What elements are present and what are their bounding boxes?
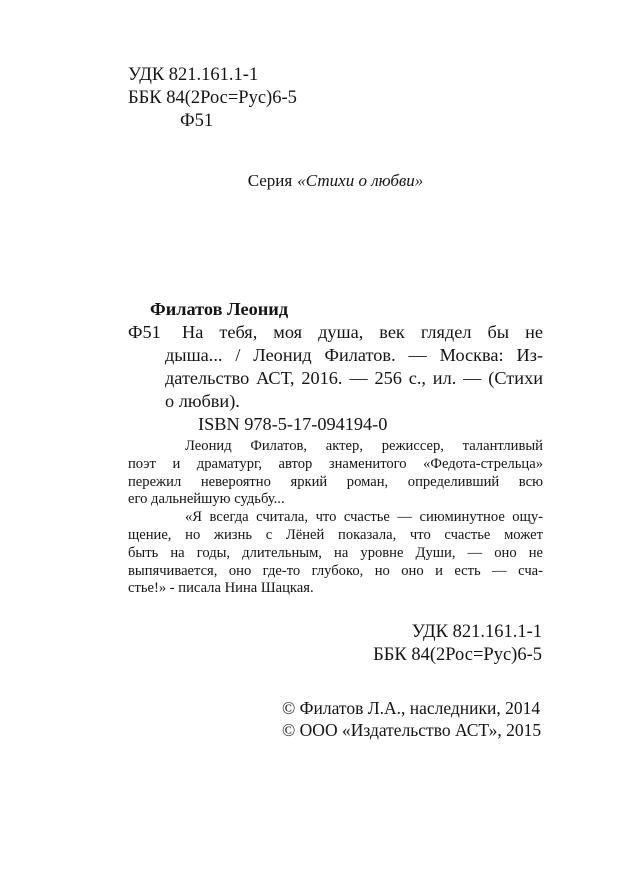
annotation-line: Леонид Филатов, актер, режиссер, талантливый: [185, 438, 543, 454]
annotation-line: «Я всегда считала, что счастье — сиюминутное ощу-: [185, 509, 543, 526]
annotation-line: пережил невероятно яркий роман, определивший всю: [128, 473, 543, 490]
annotation-text: [128, 438, 543, 598]
bbk-code-top: ББК 84(2Рос=Рус)6-5: [128, 88, 297, 108]
annotation-line: стье!» - писала Нина Шацкая.: [128, 580, 314, 597]
book-author: Филатов Леонид: [150, 299, 289, 319]
udk-code-bottom: УДК 821.161.1-1: [411, 622, 542, 642]
catalog-entry: [128, 321, 543, 413]
copyright-line: © Филатов Л.А., наследники, 2014: [282, 698, 541, 718]
annotation-line: щение, но жизнь с Лёней показала, что счастье может: [128, 526, 543, 543]
copyright-block: [282, 697, 541, 741]
isbn-number: ISBN 978-5-17-094194-0: [198, 414, 388, 434]
catalog-card: [128, 298, 543, 436]
annotation-line: быть на годы, длительным, на уровне Души, — оно не: [128, 544, 543, 561]
annotation-line: поэт и драматург, автор знаменитого «Федота-стрельца»: [128, 455, 543, 472]
catalog-entry-line: дыша... / Леонид Филатов. — Москва: Из-: [165, 345, 543, 365]
annotation-line: выпячивается, оно где-то глубоко, но оно и есть — сча-: [128, 562, 543, 579]
catalog-entry-line: о любви).: [165, 391, 240, 411]
catalog-entry-line: На тебя, моя душа, век глядел бы не: [182, 322, 543, 342]
top-classification-codes: [128, 64, 543, 133]
bbk-code-bottom: ББК 84(2Рос=Рус)6-5: [373, 644, 542, 665]
annotation-line: его дальнейшую судьбу...: [128, 491, 285, 508]
copyright-line: © ООО «Издательство АСТ», 2015: [282, 720, 542, 740]
bottom-classification-codes: [128, 621, 542, 666]
udk-code-top: УДК 821.161.1-1: [128, 65, 259, 85]
series-label: Серия: [247, 171, 293, 190]
series-title: «Стихи о любви»: [297, 171, 424, 190]
series-line: [128, 171, 543, 191]
author-sign-entry: Ф51: [128, 322, 161, 342]
author-sign-top: Ф51: [180, 111, 214, 131]
catalog-entry-line: дательство АСТ, 2016. — 256 с., ил. — (Стихи: [165, 368, 543, 388]
